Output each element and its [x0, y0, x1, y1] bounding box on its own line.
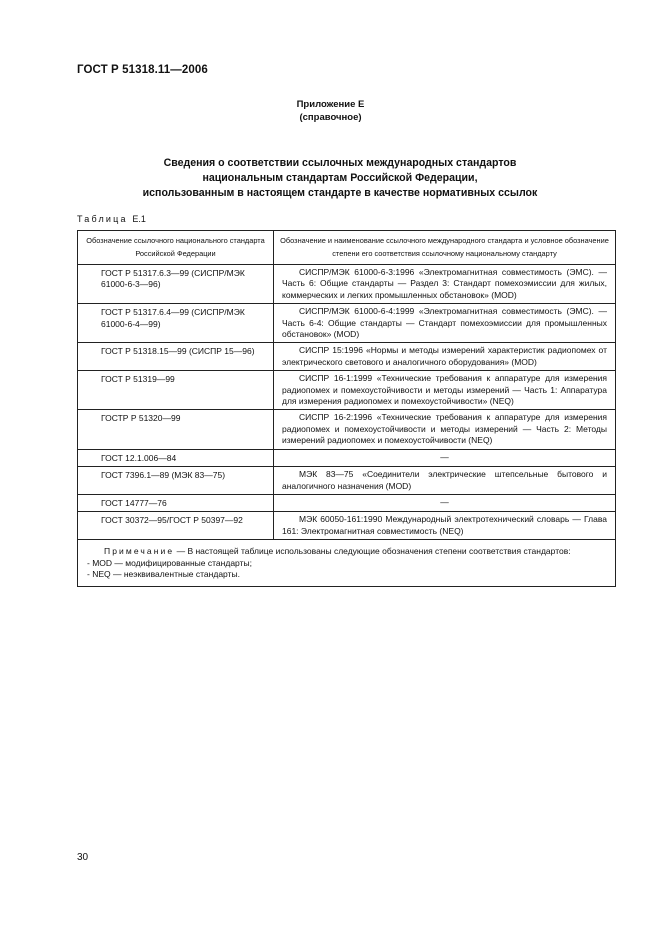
section-title	[90, 156, 590, 201]
national-standard-cell: ГОСТ 7396.1—89 (МЭК 83—75)	[78, 467, 274, 495]
international-standard-cell: СИСПР 16-2:1996 «Технические требования к аппаратуре для измерения радиопомех и помехоустойчивости и методы измерений — Часть 2: Методы измерений радиопомех и помехоустойчивости (NEQ)	[274, 410, 616, 449]
document-designation: ГОСТ Р 51318.11—2006	[77, 64, 208, 76]
international-standard-cell: СИСПР 16-1:1999 «Технические требования к аппаратуре для измерения радиопомех и помехоустойчивости и методы измерений — Часть 1: Аппаратура для измерения радиопомех и помехоустойчивости» (NEQ)	[274, 371, 616, 410]
national-standard-cell: ГОСТ 12.1.006—84	[78, 449, 274, 466]
table-row	[78, 494, 616, 511]
table-row	[78, 512, 616, 540]
table-row	[78, 265, 616, 304]
international-standard-cell: —	[274, 449, 616, 466]
table-row	[78, 410, 616, 449]
table-row	[78, 449, 616, 466]
national-standard-cell: ГОСТ Р 51317.6.3—99 (СИСПР/МЭК 61000-6-3—96)	[78, 265, 274, 304]
table-row	[78, 371, 616, 410]
table-row	[78, 467, 616, 495]
table-caption-label: Таблица	[77, 214, 128, 224]
table-row	[78, 304, 616, 343]
header-national-standard: Обозначение ссылочного национального стандарта Российской Федерации	[78, 231, 274, 265]
international-standard-cell: —	[274, 494, 616, 511]
note-paragraph	[87, 546, 606, 557]
table-header-row	[78, 231, 616, 265]
title-line: использованным в настоящем стандарте в качестве нормативных ссылок	[142, 187, 538, 199]
header-international-standard: Обозначение и наименование ссылочного международного стандарта и условное обозначение степени его соответствия ссылочному национальному стандарту	[274, 231, 616, 265]
table-note	[78, 540, 616, 587]
correspondence-table	[77, 230, 616, 587]
international-standard-cell: МЭК 83—75 «Соединители электрические штепсельные бытового и аналогичного назначения (MOD)	[274, 467, 616, 495]
page-number: 30	[77, 852, 89, 863]
annex-heading	[0, 98, 661, 124]
national-standard-cell: ГОСТ Р 51319—99	[78, 371, 274, 410]
table-caption	[77, 214, 146, 224]
international-standard-cell: СИСПР/МЭК 61000-6-4:1999 «Электромагнитная совместимость (ЭМС). — Часть 6-4: Общие стандарты — Стандарт помехоэмиссии для промышленных обстановок» (MOD)	[274, 304, 616, 343]
national-standard-cell: ГОСТ 14777—76	[78, 494, 274, 511]
international-standard-cell: МЭК 60050-161:1990 Международный электротехнический словарь — Глава 161: Электромагнитная совместимость (NEQ)	[274, 512, 616, 540]
title-line: Сведения о соответствии ссылочных международных стандартов	[163, 157, 517, 169]
table-row	[78, 343, 616, 371]
table-caption-number: Е.1	[132, 214, 146, 224]
table-note-row	[78, 540, 616, 587]
national-standard-cell: ГОСТ Р 51317.6.4—99 (СИСПР/МЭК 61000-6-4—99)	[78, 304, 274, 343]
national-standard-cell: ГОСТ Р 51318.15—99 (СИСПР 15—96)	[78, 343, 274, 371]
note-item: - MOD — модифицированные стандарты;	[87, 557, 252, 568]
note-label: Примечание	[104, 546, 175, 557]
title-line: национальным стандартам Российской Федерации,	[202, 172, 478, 184]
annex-title: Приложение Е	[296, 99, 365, 110]
note-item: - NEQ — неэквивалентные стандарты.	[87, 568, 240, 579]
international-standard-cell: СИСПР 15:1996 «Нормы и методы измерений характеристик радиопомех от электрического светового и аналогичного оборудования» (MOD)	[274, 343, 616, 371]
national-standard-cell: ГОСТР Р 51320—99	[78, 410, 274, 449]
national-standard-cell: ГОСТ 30372—95/ГОСТ Р 50397—92	[78, 512, 274, 540]
international-standard-cell: СИСПР/МЭК 61000-6-3:1996 «Электромагнитная совместимость (ЭМС). — Часть 6: Общие стандарты — Раздел 3: Стандарт помехоэмиссии для жилых, коммерческих и легких промышленных обстановок» (MOD)	[274, 265, 616, 304]
note-text: — В настоящей таблице использованы следующие обозначения степени соответствия стандартов:	[176, 546, 571, 557]
annex-subtitle: (справочное)	[299, 112, 362, 123]
